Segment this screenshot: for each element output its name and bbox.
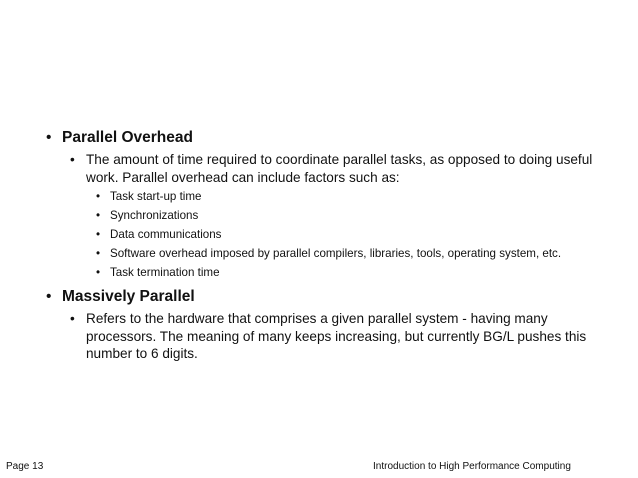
list-item	[96, 189, 610, 205]
slide-body	[40, 128, 610, 363]
list-item-text: Data communications	[110, 228, 222, 241]
heading-text: Parallel Overhead	[62, 129, 193, 146]
list-item	[96, 265, 610, 281]
bullet-icon: •	[70, 311, 75, 326]
list-item	[96, 246, 610, 262]
section-description	[70, 151, 610, 186]
footer-title: Introduction to High Performance Computing	[373, 461, 571, 472]
bullet-icon: •	[96, 209, 101, 222]
bullet-icon: •	[96, 228, 101, 241]
section-description	[70, 310, 610, 363]
bullet-icon: •	[46, 288, 52, 305]
bullet-icon: •	[96, 266, 101, 279]
description-text: The amount of time required to coordinate parallel tasks, as opposed to doing useful work. Parallel overhead can include factors such as:	[86, 152, 593, 185]
list-item	[96, 208, 610, 224]
heading-text: Massively Parallel	[62, 288, 195, 305]
description-text: Refers to the hardware that comprises a given parallel system - having many processors. The meaning of many keeps increasing, but currently BG/L pushes this number to 6 digits.	[86, 311, 587, 361]
list-item-text: Synchronizations	[110, 209, 199, 222]
list-item-text: Task start-up time	[110, 190, 202, 203]
bullet-icon: •	[46, 129, 52, 146]
bullet-icon: •	[70, 152, 75, 167]
section-heading-massively-parallel	[40, 287, 610, 306]
list-item-text: Software overhead imposed by parallel compilers, libraries, tools, operating system, etc.	[110, 247, 562, 260]
list-item	[96, 227, 610, 243]
bullet-icon: •	[96, 247, 101, 260]
section-heading-parallel-overhead	[40, 128, 610, 147]
list-item-text: Task termination time	[110, 266, 220, 279]
page-number: Page 13	[6, 461, 44, 472]
bullet-icon: •	[96, 190, 101, 203]
